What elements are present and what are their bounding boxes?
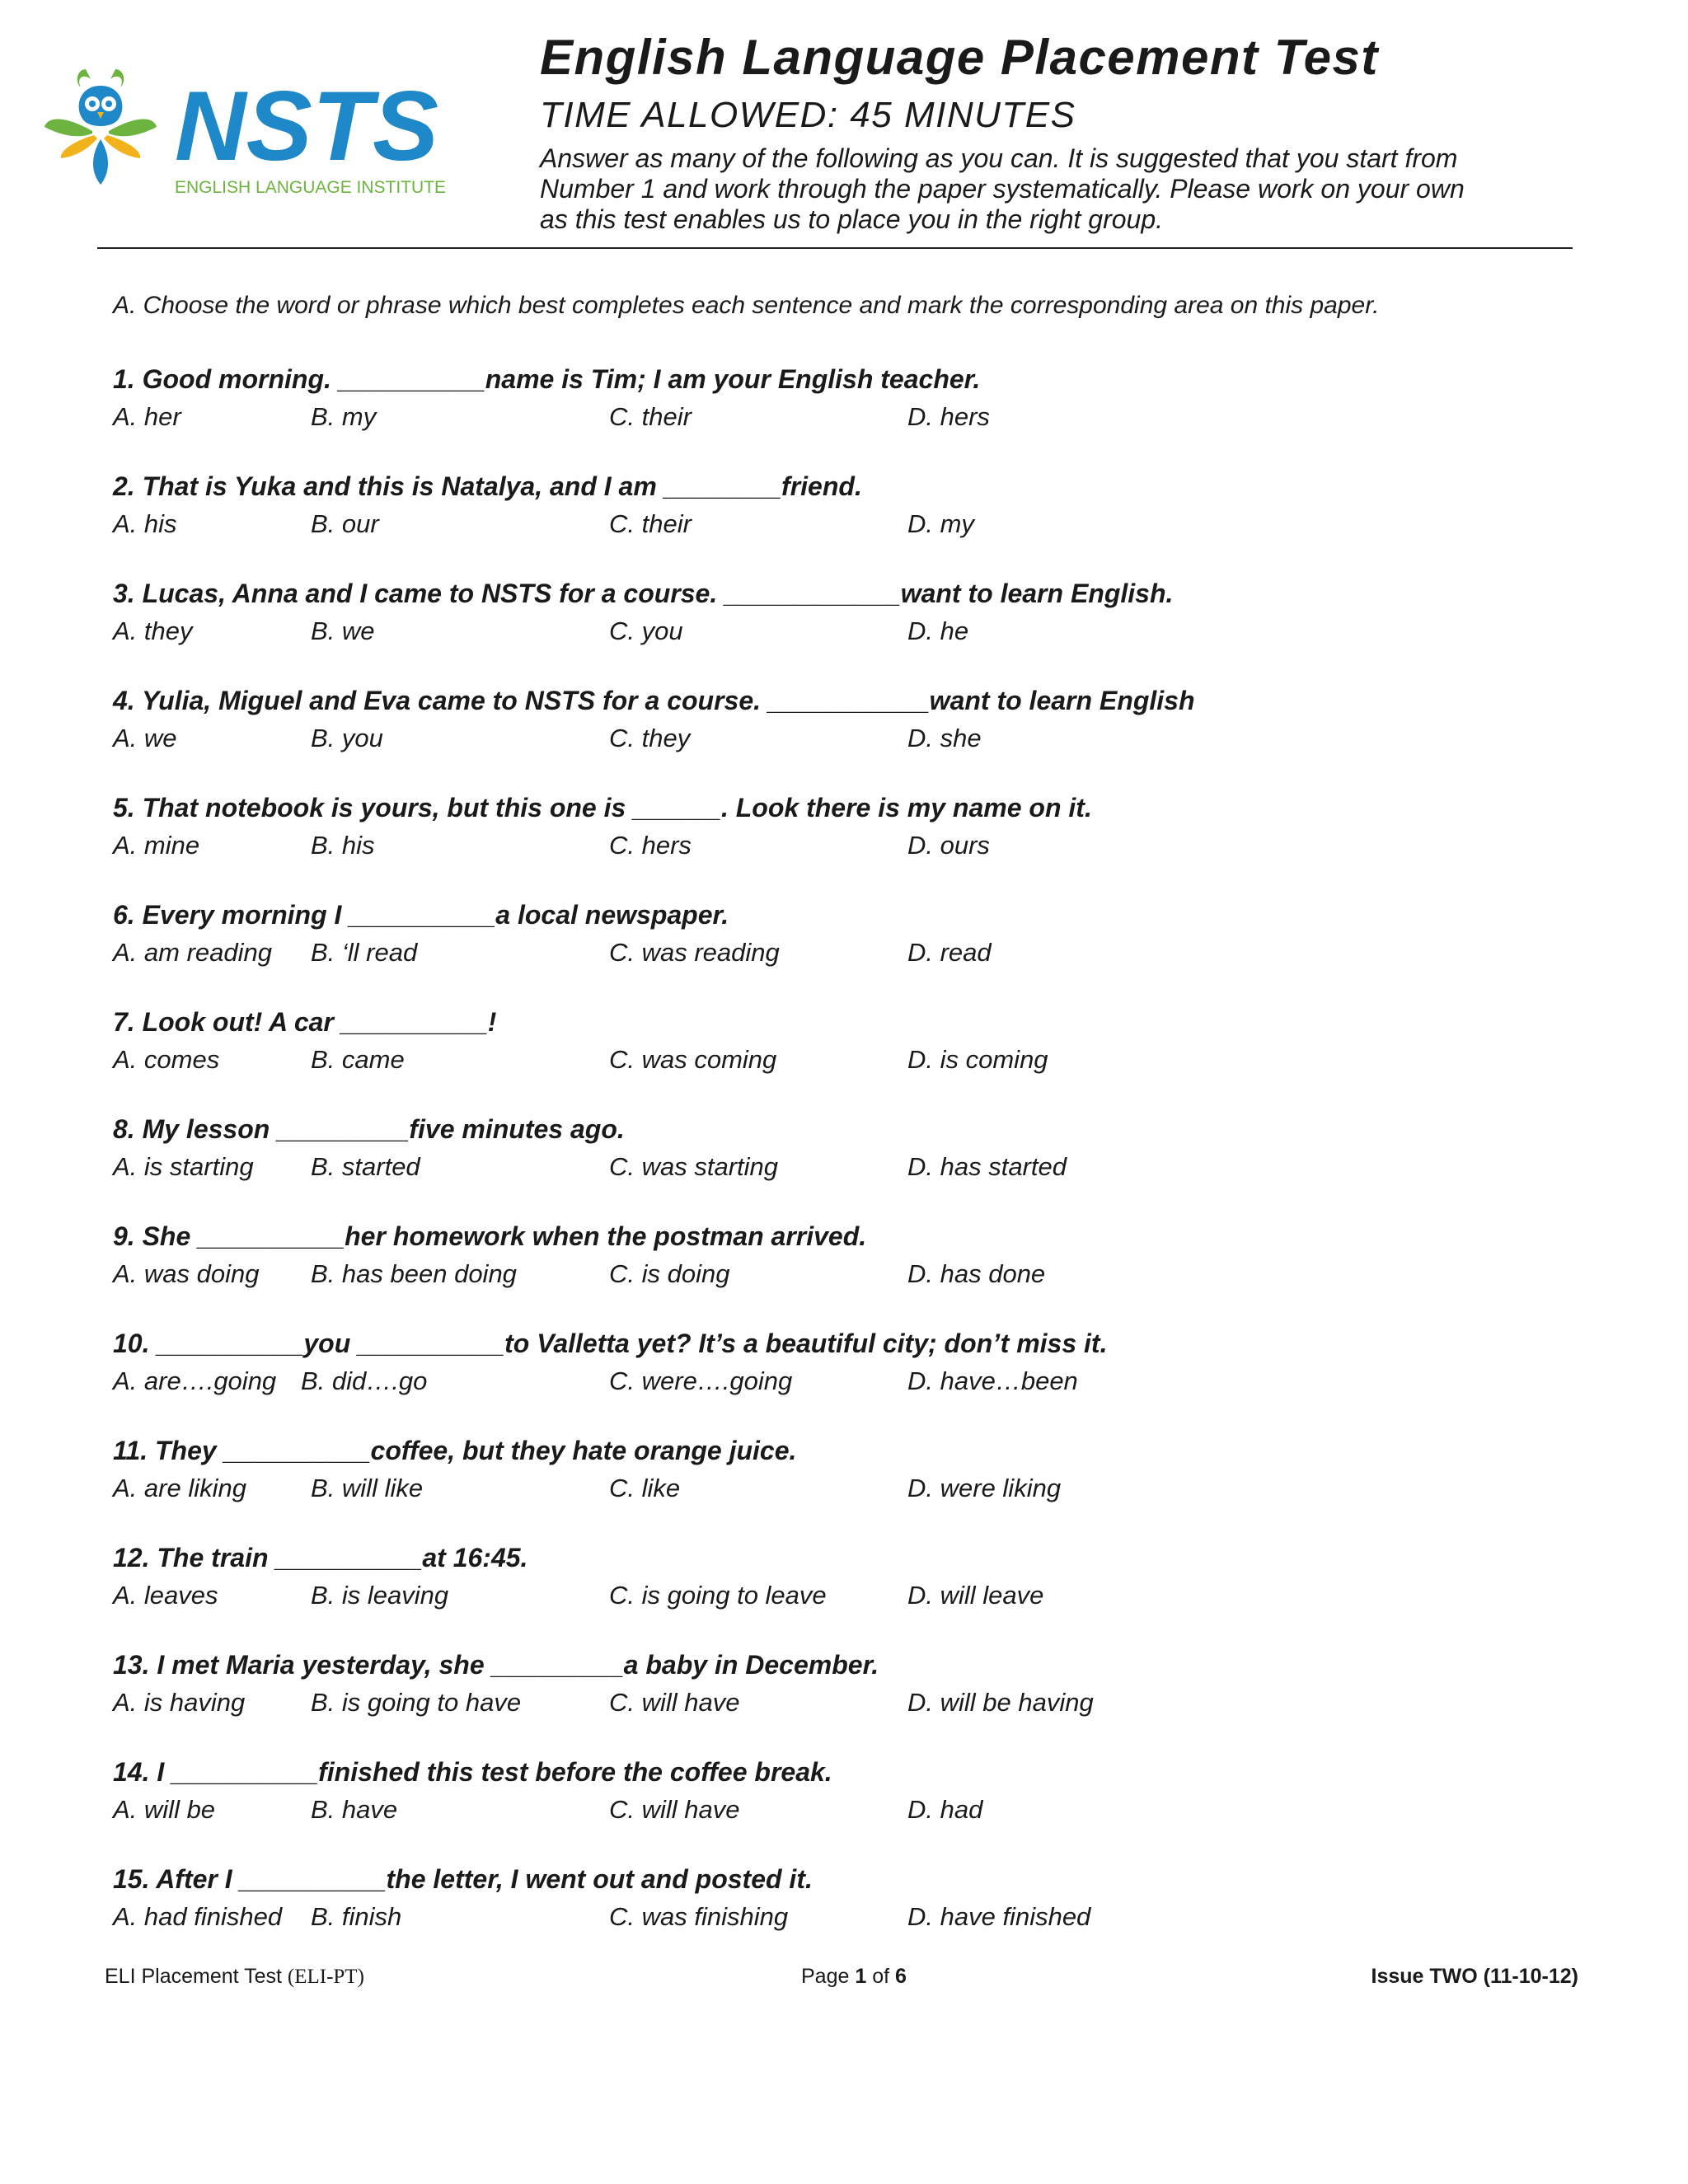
page-total: 6 [895, 1965, 907, 1988]
option-a[interactable]: A. had finished [113, 1902, 283, 1931]
option-c[interactable]: C. you [609, 616, 683, 645]
option-b[interactable]: B. have [311, 1795, 398, 1824]
time-allowed: TIME ALLOWED: 45 MINUTES [540, 95, 1076, 135]
option-b[interactable]: B. his [311, 831, 375, 860]
page-title: English Language Placement Test [540, 30, 1379, 85]
question-item [113, 1754, 1597, 1828]
lotus-owl-icon [45, 69, 157, 185]
instruction-line: as this test enables us to place you in the right group. [540, 204, 1164, 234]
option-d[interactable]: D. is coming [907, 1045, 1048, 1074]
instruction-line: Number 1 and work through the paper systematically. Please work on your own [540, 174, 1465, 204]
option-c[interactable]: C. was finishing [609, 1902, 789, 1931]
footer-test-name [105, 1965, 364, 1989]
footer-test-code: (ELI-PT) [287, 1966, 364, 1988]
option-b[interactable]: B. came [311, 1045, 405, 1074]
option-d[interactable]: D. has started [907, 1152, 1067, 1181]
question-item [113, 361, 1597, 435]
option-d[interactable]: D. my [907, 509, 974, 538]
page-label: Page [801, 1965, 850, 1988]
option-d[interactable]: D. he [907, 616, 969, 645]
question-item [113, 468, 1597, 542]
option-d[interactable]: D. ours [907, 831, 990, 860]
option-b[interactable]: B. has been doing [311, 1259, 517, 1288]
option-a[interactable]: A. am reading [113, 938, 272, 967]
logo-wordmark: NSTS [175, 71, 439, 181]
option-c[interactable]: C. hers [609, 831, 692, 860]
option-a[interactable]: A. are….going [113, 1366, 277, 1395]
question-text: 5. That notebook is yours, but this one is ______. Look there is my name on it. [113, 793, 1092, 823]
option-b[interactable]: B. our [311, 509, 379, 538]
option-c[interactable]: C. is doing [609, 1259, 730, 1288]
option-c[interactable]: C. they [609, 724, 691, 752]
answer-options [113, 399, 1597, 435]
answer-options [113, 1685, 1597, 1721]
question-item [113, 897, 1597, 971]
option-c[interactable]: C. was coming [609, 1045, 777, 1074]
option-c[interactable]: C. were….going [609, 1366, 793, 1395]
option-d[interactable]: D. she [907, 724, 982, 752]
answer-options [113, 1363, 1597, 1399]
page-number [801, 1965, 907, 1989]
question-text: 14. I __________finished this test before the coffee break. [113, 1757, 832, 1787]
question-item [113, 1325, 1597, 1399]
answer-options [113, 720, 1597, 757]
question-text: 7. Look out! A car __________! [113, 1007, 497, 1037]
option-b[interactable]: B. will like [311, 1474, 424, 1502]
option-d[interactable]: D. hers [907, 402, 990, 431]
question-text: 12. The train __________at 16:45. [113, 1543, 528, 1572]
option-d[interactable]: D. will leave [907, 1581, 1044, 1610]
option-a[interactable]: A. was doing [113, 1259, 260, 1288]
page-footer [105, 1965, 1578, 1998]
question-item [113, 1004, 1597, 1078]
option-b[interactable]: B. ‘ll read [311, 938, 418, 967]
answer-options [113, 506, 1597, 542]
question-text: 10. __________you __________to Valletta yet? It’s a beautiful city; don’t miss it. [113, 1329, 1108, 1358]
option-c[interactable]: C. was starting [609, 1152, 779, 1181]
option-a[interactable]: A. we [113, 724, 177, 752]
question-item [113, 790, 1597, 864]
option-b[interactable]: B. you [311, 724, 383, 752]
question-item [113, 1647, 1597, 1721]
answer-options [113, 935, 1597, 971]
answer-options [113, 1470, 1597, 1507]
option-b[interactable]: B. is leaving [311, 1581, 449, 1610]
option-d[interactable]: D. were liking [907, 1474, 1062, 1502]
header-block [540, 26, 1628, 235]
option-c[interactable]: C. their [609, 509, 692, 538]
answer-options [113, 1899, 1597, 1935]
logo-subtext: ENGLISH LANGUAGE INSTITUTE [175, 178, 447, 197]
answer-options [113, 613, 1597, 649]
option-d[interactable]: D. have finished [907, 1902, 1091, 1931]
answer-options [113, 1042, 1597, 1078]
test-instructions [540, 143, 1628, 235]
option-b[interactable]: B. did….go [301, 1366, 428, 1395]
question-text: 4. Yulia, Miguel and Eva came to NSTS for a course. ___________want to learn English [113, 686, 1195, 715]
option-d[interactable]: D. will be having [907, 1688, 1094, 1717]
instruction-line: Answer as many of the following as you can. It is suggested that you start from [540, 143, 1458, 173]
question-text: 6. Every morning I __________a local newspaper. [113, 900, 729, 930]
question-item [113, 1218, 1597, 1292]
option-a[interactable]: A. leaves [113, 1581, 218, 1610]
question-text: 3. Lucas, Anna and I came to NSTS for a course. ____________want to learn English. [113, 579, 1174, 608]
option-d[interactable]: D. read [907, 938, 992, 967]
option-b[interactable]: B. finish [311, 1902, 402, 1931]
question-item [113, 1540, 1597, 1614]
option-a[interactable]: A. her [113, 402, 181, 431]
section-a-instruction: A. Choose the word or phrase which best completes each sentence and mark the corresponding area on this paper. [113, 292, 1380, 319]
answer-options [113, 1256, 1597, 1292]
option-c[interactable]: C. like [609, 1474, 681, 1502]
question-text: 11. They __________coffee, but they hate orange juice. [113, 1436, 797, 1465]
question-item [113, 575, 1597, 649]
option-d[interactable]: D. has done [907, 1259, 1046, 1288]
option-a[interactable]: A. are liking [113, 1474, 246, 1502]
option-c[interactable]: C. will have [609, 1688, 740, 1717]
question-text: 2. That is Yuka and this is Natalya, and I am ________friend. [113, 471, 862, 501]
option-c[interactable]: C. was reading [609, 938, 780, 967]
answer-options [113, 1149, 1597, 1185]
question-text: 15. After I __________the letter, I went out and posted it. [113, 1864, 813, 1894]
question-item [113, 682, 1597, 757]
page-of: of [872, 1965, 890, 1988]
option-b[interactable]: B. started [311, 1152, 420, 1181]
answer-options [113, 1792, 1597, 1828]
option-c[interactable]: C. will have [609, 1795, 740, 1824]
option-c[interactable]: C. is going to leave [609, 1581, 827, 1610]
option-a[interactable]: A. they [113, 616, 193, 645]
question-text: 1. Good morning. __________name is Tim; I am your English teacher. [113, 364, 981, 394]
answer-options [113, 827, 1597, 864]
footer-issue: Issue TWO (11-10-12) [1371, 1965, 1578, 1988]
question-item [113, 1432, 1597, 1507]
option-a[interactable]: A. his [113, 509, 177, 538]
option-a[interactable]: A. is starting [113, 1152, 254, 1181]
option-a[interactable]: A. will be [113, 1795, 216, 1824]
question-item [113, 1111, 1597, 1185]
option-b[interactable]: B. we [311, 616, 375, 645]
option-d[interactable]: D. have…been [907, 1366, 1078, 1395]
option-c[interactable]: C. their [609, 402, 692, 431]
option-a[interactable]: A. comes [113, 1045, 220, 1074]
option-a[interactable]: A. is having [113, 1688, 246, 1717]
question-text: 13. I met Maria yesterday, she _________a baby in December. [113, 1650, 879, 1680]
header-divider [97, 247, 1573, 249]
footer-test-label: ELI Placement Test [105, 1965, 282, 1988]
page-current: 1 [855, 1965, 867, 1988]
question-text: 9. She __________her homework when the postman arrived. [113, 1221, 867, 1251]
answer-options [113, 1577, 1597, 1614]
option-b[interactable]: B. my [311, 402, 377, 431]
question-item [113, 1861, 1597, 1935]
nsts-logo [43, 36, 447, 209]
option-b[interactable]: B. is going to have [311, 1688, 522, 1717]
question-text: 8. My lesson _________five minutes ago. [113, 1114, 625, 1144]
option-a[interactable]: A. mine [113, 831, 200, 860]
option-d[interactable]: D. had [907, 1795, 983, 1824]
